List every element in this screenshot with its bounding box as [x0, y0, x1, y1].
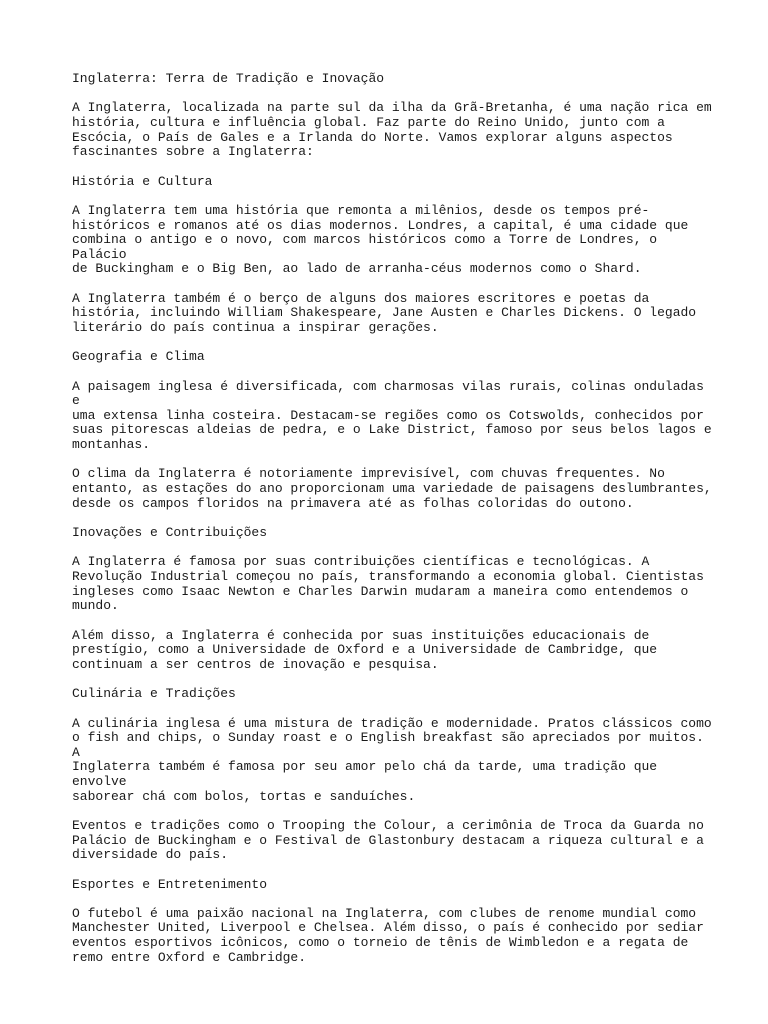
section-paragraph: A Inglaterra tem uma história que remonta a milênios, desde os tempos pré- históricos e romanos até os dias modernos. Londres, a capital, é uma cidade que combina o antigo e o novo, com marcos históricos como a Torre de Londres, o Palácio de Buckingham e o Big Ben, ao lado de arranha-céus modernos como o Shard. — [72, 202, 689, 277]
section-heading-historia: História e Cultura — [72, 173, 213, 189]
intro-paragraph: A Inglaterra, localizada na parte sul da ilha da Grã-Bretanha, é uma nação rica em história, cultura e influência global. Faz parte do Reino Unido, junto com a Escócia, o País de Gales e a Irlanda do Norte. Vamos explorar alguns aspectos fascinantes sobre a Inglaterra: — [72, 100, 712, 160]
section-paragraph: A paisagem inglesa é diversificada, com charmosas vilas rurais, colinas onduladas e uma extensa linha costeira. Destacam-se regiões como os Cotswolds, conhecidos por suas pitorescas aldeias de pedra, e o Lake District, famoso por seus belos lagos e montanhas. — [72, 378, 712, 453]
section-paragraph: A Inglaterra é famosa por suas contribuições científicas e tecnológicas. A Revolução Industrial começou no país, transformando a economia global. Cientistas ingleses como Isaac Newton e Charles Darwin mudaram a maneira como entendemos o mundo. — [72, 554, 704, 614]
section-paragraph: Além disso, a Inglaterra é conhecida por suas instituições educacionais de prestígio, como a Universidade de Oxford e a Universidade de Cambridge, que continuam a ser centros de inovação e pesquisa. — [72, 627, 658, 672]
section-paragraph: O clima da Inglaterra é notoriamente imprevisível, com chuvas frequentes. No entanto, as estações do ano proporcionam uma variedade de paisagens deslumbrantes, desde os campos floridos na primavera até as folhas coloridas do outono. — [72, 466, 712, 511]
section-paragraph: O futebol é uma paixão nacional na Inglaterra, com clubes de renome mundial como Manchester United, Liverpool e Chelsea. Além disso, o país é conhecido por sediar eventos esportivos icônicos, como o torneio de tênis de Wimbledon e a regata de remo entre Oxford e Cambridge. — [72, 905, 704, 965]
section-heading-geografia: Geografia e Clima — [72, 349, 205, 365]
section-heading-esportes: Esportes e Entretenimento — [72, 876, 268, 892]
section-paragraph: Eventos e tradições como o Trooping the Colour, a cerimônia de Troca da Guarda no Palácio de Buckingham e o Festival de Glastonbury destacam a riqueza cultural e a diversidade do país. — [72, 817, 704, 863]
section-heading-culinaria: Culinária e Tradições — [72, 686, 236, 702]
section-heading-inovacoes: Inovações e Contribuições — [72, 525, 268, 541]
document-title: Inglaterra: Terra de Tradição e Inovação — [72, 71, 385, 86]
section-paragraph: A Inglaterra também é o berço de alguns dos maiores escritores e poetas da história, incluindo William Shakespeare, Jane Austen e Charles Dickens. O legado literário do país continua a inspirar gerações. — [72, 290, 697, 335]
section-paragraph: A culinária inglesa é uma mistura de tradição e modernidade. Pratos clássicos como o fish and chips, o Sunday roast e o English breakfast são apreciados por muitos. A Inglaterra também é famosa por seu amor pelo chá da tarde, uma tradição que envolve saborear chá com bolos, tortas e sanduíches. — [72, 715, 712, 804]
document-page — [72, 72, 712, 980]
